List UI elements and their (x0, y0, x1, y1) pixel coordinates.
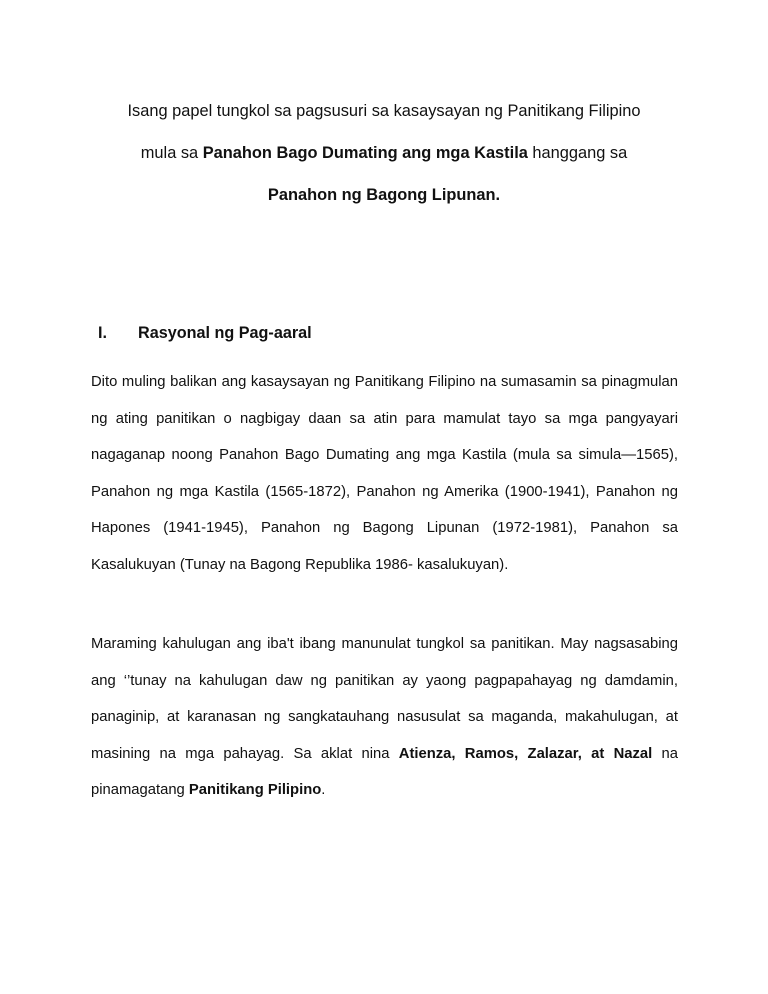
line4-post: na (652, 745, 678, 762)
line4-pre: masining na mga pahayag. Sa aklat nina (91, 745, 399, 762)
paragraph-line: Panahon ng mga Kastila (1565-1872), Panahon ng Amerika (1900-1941), Panahon ng (91, 483, 678, 500)
title-line-2 (80, 132, 688, 174)
paragraph-line: Dito muling balikan ang kasaysayan ng Panitikang Filipino na sumasamin sa pinagmulan (91, 374, 678, 390)
title-line-2-pre: mula sa (140, 144, 203, 162)
line5-pre: pinamagatang (91, 782, 189, 798)
title-line-1: Isang papel tungkol sa pagsusuri sa kasaysayan ng Panitikang Filipino (127, 102, 641, 120)
title-line-3 (80, 174, 688, 216)
book-title-bold: Panitikang Pilipino (188, 782, 322, 798)
title-line-2-post: hanggang sa (527, 144, 628, 162)
paragraph-rationale (91, 364, 678, 583)
paragraph-line: Hapones (1941-1945), Panahon ng Bagong Lipunan (1972-1981), Panahon sa (91, 520, 678, 536)
paragraph-definition (91, 626, 678, 809)
section-title: Rasyonal ng Pag-aaral (138, 324, 312, 342)
section-number: I. (98, 324, 107, 342)
title-line-2-bold: Panahon Bago Dumating ang mga Kastila (202, 144, 528, 162)
section-heading (98, 318, 312, 348)
paragraph-line: ng ating panitikan o nagbigay daan sa atin para mamulat tayo sa mga pangyayari (91, 410, 678, 427)
paper-title (80, 90, 688, 216)
paragraph-line: nagaganap noong Panahon Bago Dumating ang mga Kastila (mula sa simula—1565), (91, 447, 678, 463)
paragraph-line (91, 772, 678, 809)
paragraph-line (91, 736, 678, 773)
authors-bold: Atienza, Ramos, Zalazar, at Nazal (398, 745, 653, 762)
paragraph-line: Maraming kahulugan ang iba't ibang manunulat tungkol sa panitikan. May nagsasabing (91, 636, 678, 652)
line5-post: . (321, 782, 326, 798)
paragraph-line: ang ‘’tunay na kahulugan daw ng panitikan ay yaong pagpapahayag ng damdamin, (91, 672, 678, 689)
paragraph-line: panaginip, at karanasan ng sangkatauhang nasusulat sa maganda, makahulugan, at (91, 709, 678, 725)
title-line-3-bold: Panahon ng Bagong Lipunan. (267, 186, 501, 204)
paragraph-line: Kasalukuyan (Tunay na Bagong Republika 1986- kasalukuyan). (91, 556, 509, 573)
